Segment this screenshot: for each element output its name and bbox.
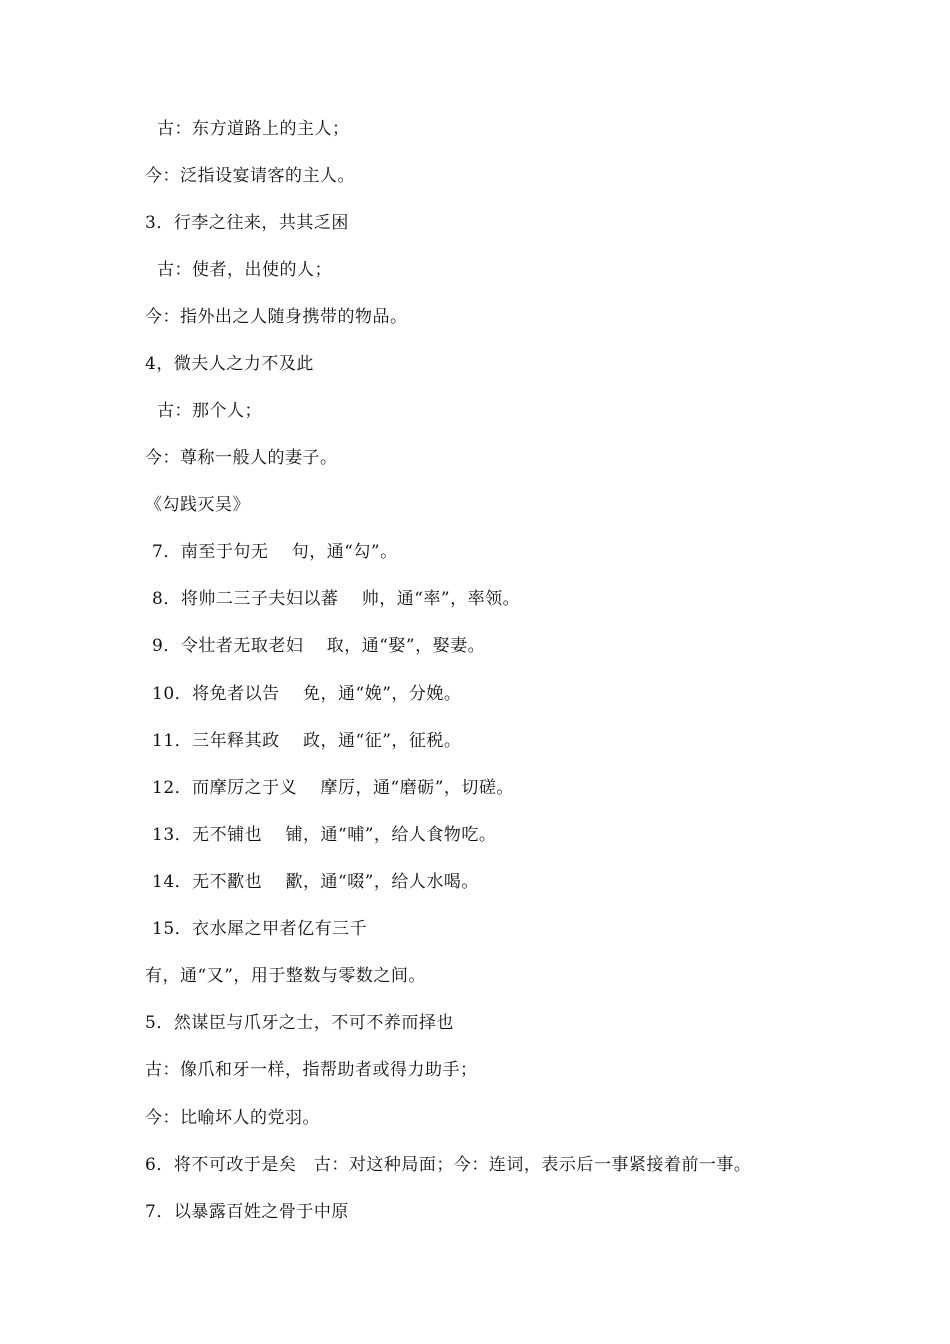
text-line: 古：像爪和牙一样，指帮助者或得力助手；: [145, 1060, 478, 1080]
text-line: 有，通“又”，用于整数与零数之间。: [145, 966, 426, 986]
text-line: 4，微夫人之力不及此: [145, 354, 314, 374]
text-line: 5．然谋臣与爪牙之士，不可不养而择也: [145, 1013, 454, 1033]
text-line: 今：指外出之人随身携带的物品。: [145, 307, 408, 327]
text-line: 13．无不铺也 铺，通“哺”，给人食物吃。: [152, 825, 497, 845]
text-line: 今：尊称一般人的妻子。: [145, 448, 338, 468]
section-heading: 《勾践灭吴》: [145, 495, 250, 515]
text-line: 8．将帅二三子夫妇以蕃 帅，通“率”，率领。: [152, 589, 521, 609]
text-line: 今：比喻坏人的党羽。: [145, 1108, 320, 1128]
text-line: 10．将免者以告 免，通“娩”，分娩。: [152, 684, 462, 704]
text-line: 14．无不歠也 歠，通“啜”，给人水喝。: [152, 872, 479, 892]
text-line: 12．而摩厉之于义 摩厉，通“磨砺”，切磋。: [152, 778, 514, 798]
text-line: 古：那个人；: [157, 401, 262, 421]
text-line: 7．南至于句无 句，通“勾”。: [152, 542, 398, 562]
text-line: 3．行李之往来，共其乏困: [145, 213, 349, 233]
text-line: 9．令壮者无取老妇 取，通“娶”，娶妻。: [152, 636, 486, 656]
text-line: 15．衣水犀之甲者亿有三千: [152, 919, 368, 939]
text-line: 今：泛指设宴请客的主人。: [145, 166, 355, 186]
text-line: 古：使者，出使的人；: [157, 260, 332, 280]
text-line: 古：东方道路上的主人；: [157, 119, 350, 139]
text-line: 6．将不可改于是矣 古：对这种局面；今：连词，表示后一事紧接着前一事。: [145, 1155, 752, 1175]
text-line: 11．三年释其政 政，通“征”，征税。: [152, 731, 462, 751]
text-line: 7．以暴露百姓之骨于中原: [145, 1202, 349, 1222]
